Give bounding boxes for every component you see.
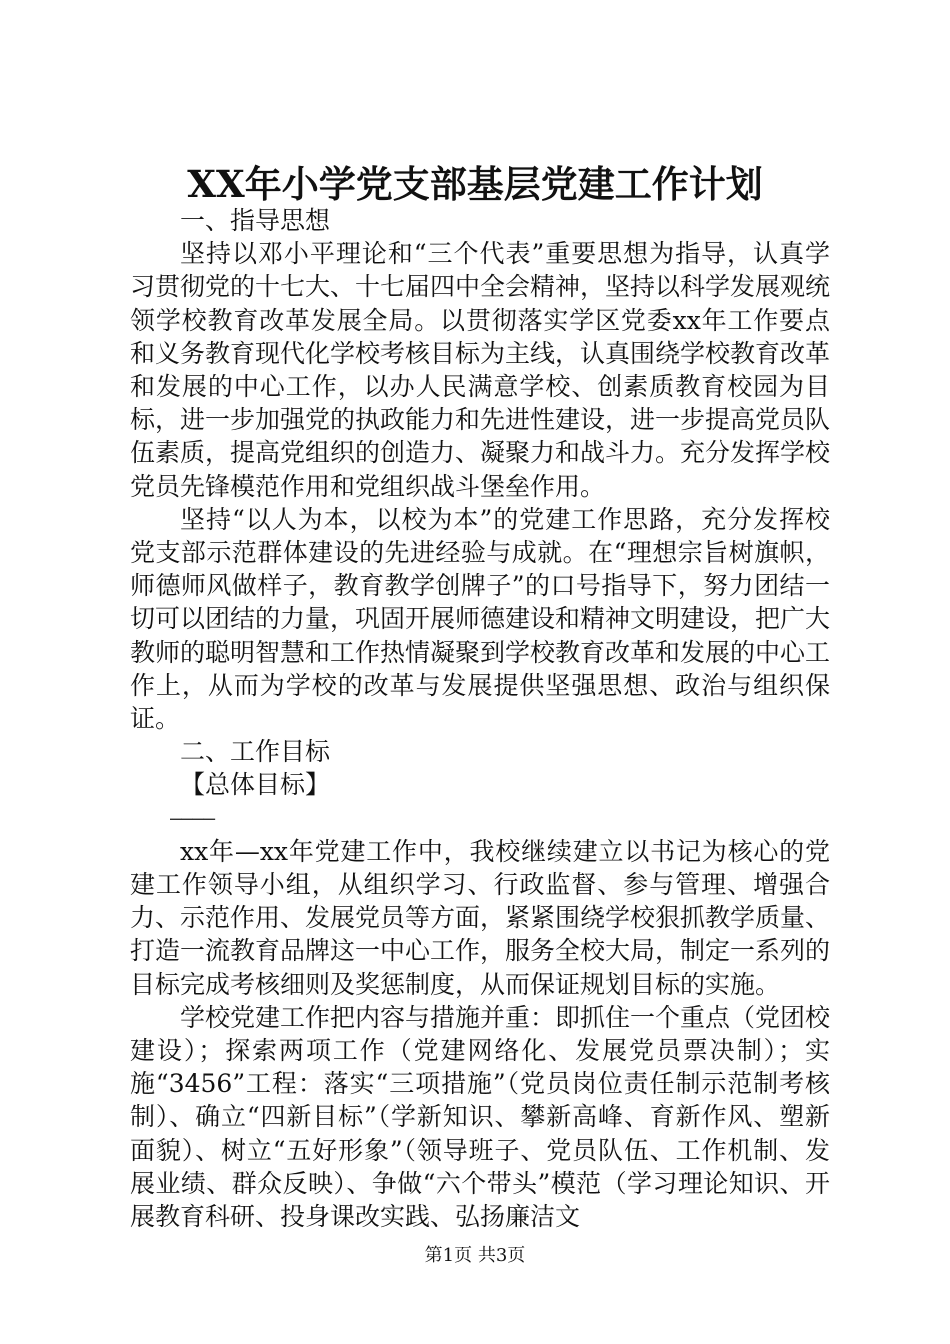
paragraph-1: 坚持以邓小平理论和“三个代表”重要思想为指导，认真学习贯彻党的十七大、十七届四中全会精神，坚持以科学发展观统领学校教育改革发展全局。以贯彻落实学区党委xx年工作要点和义务教育现代化学校考核目标为主线，认真围绕学校教育改革和发展的中心工作，以办人民满意学校、创素质教育校园为目标，进一步加强党的执政能力和先进性建设，进一步提高党员队伍素质，提高党组织的创造力、凝聚力和战斗力。充分发挥学校党员先锋模范作用和党组织战斗堡垒作用。	[130, 239, 831, 501]
section-heading-work-goals: 二、工作目标	[180, 737, 331, 767]
paragraph-4: 学校党建工作把内容与措施并重：即抓住一个重点（党团校建设）；探索两项工作（党建网络化、发展党员票决制）；实施“3456”工程：落实“三项措施”（党员岗位责任制示范制考核制）、确立“四新目标”（学新知识、攀新高峰、育新作风、塑新面貌）、树立“五好形象”（领导班子、党员队伍、工作机制、发展业绩、群众反映）、争做“六个带头”模范（学习理论知识、开展教育科研、投身课改实践、弘扬廉洁文	[130, 1002, 831, 1232]
subheading-overall-goals: 【总体目标】	[180, 770, 331, 800]
document-title: XX年小学党支部基层党建工作计划	[187, 162, 763, 206]
document-body	[130, 204, 830, 1233]
dash-separator: ————	[170, 805, 215, 830]
section-heading-guiding-ideology: 一、指导思想	[180, 206, 331, 235]
paragraph-3: xx年—xx年党建工作中，我校继续建立以书记为核心的党建工作领导小组，从组织学习、行政监督、参与管理、增强合力、示范作用、发展党员等方面，紧紧围绕学校狠抓教学质量、打造一流教育品牌这一中心工作，服务全校大局，制定一系列的目标完成考核细则及奖惩制度，从而保证规划目标的实施。	[130, 836, 831, 999]
paragraph-2: 坚持“以人为本，以校为本”的党建工作思路，充分发挥校党支部示范群体建设的先进经验与成就。在“理想宗旨树旗帜，师德师风做样子，教育教学创牌子”的口号指导下，努力团结一切可以团结的力量，巩固开展师德建设和精神文明建设，把广大教师的聪明智慧和工作热情凝聚到学校教育改革和发展的中心工作上，从而为学校的改革与发展提供坚强思想、政治与组织保证。	[130, 504, 831, 734]
page-footer: 第1页 共3页	[424, 1245, 526, 1266]
